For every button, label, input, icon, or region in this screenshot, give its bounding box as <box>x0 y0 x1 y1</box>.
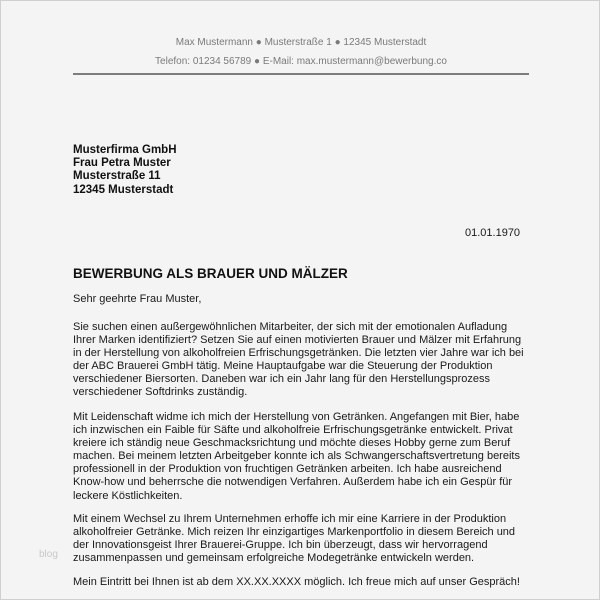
salutation: Sehr geehrte Frau Muster, <box>73 293 202 305</box>
paragraph-line: professionell in der Produktion von fruchtigen Getränken arbeiten. Ich habe ausreichend <box>73 463 502 476</box>
paragraph-line: Know-how und beherrsche die notwendigen Verfahren. Außerdem habe ich ein Gespür für <box>73 476 513 489</box>
body-paragraph-1 <box>73 321 543 400</box>
sender-contact-line: Telefon: 01234 56789 ● E-Mail: max.mustermann@bewerbung.co <box>155 56 447 67</box>
paragraph-line: ich inzwischen ein Faible für Säfte und alkoholfreie Erfrischungsgetränke entwickelt. Privat <box>73 424 513 437</box>
body-paragraph-4 <box>73 576 543 589</box>
letter-date: 01.01.1970 <box>465 227 521 239</box>
paragraph-line: verschiedener Biersorten. Daneben war ich ein Jahr lang für den Herstellungsprozess <box>73 373 491 386</box>
recipient-contact-person: Frau Petra Muster <box>73 157 171 170</box>
paragraph-line: Mit einem Wechsel zu Ihrem Unternehmen erhoffe ich mir eine Karriere in der Produktion <box>73 513 507 525</box>
paragraph-line: der Innovationsgeist Ihrer Brauerei-Gruppe. Ich bin überzeugt, dass wir hervorragend <box>73 539 488 552</box>
paragraph-line: leckere Köstlichkeiten. <box>73 489 183 502</box>
paragraph-line: Mein Eintritt bei Ihnen ist ab dem XX.XX.XXXX möglich. Ich freue mich auf unser Gespräch! <box>73 576 520 588</box>
body-paragraph-2 <box>73 411 543 503</box>
recipient-city: 12345 Musterstadt <box>73 183 174 196</box>
sender-address-line: Max Mustermann ● Musterstraße 1 ● 12345 Musterstadt <box>175 37 427 48</box>
paragraph-line: verschiedener Softdrinks zuständig. <box>73 386 248 399</box>
watermark-text: blog <box>39 549 58 560</box>
recipient-street: Musterstraße 11 <box>73 170 161 183</box>
paragraph-line: kreiere ich ständig neue Geschmacksrichtung und möchte dieses Hobby gerne zum Beruf <box>73 437 511 450</box>
paragraph-line: in der Herstellung von alkoholfreien Erfrischungsgetränken. Die letzten vier Jahre war ich bei <box>73 347 524 360</box>
paragraph-line: der ABC Brauerei GmbH tätig. Meine Hauptaufgabe war die Steuerung der Produktion <box>73 360 493 373</box>
recipient-company: Musterfirma GmbH <box>73 144 177 156</box>
recipient-address-block <box>73 144 177 197</box>
paragraph-line: machen. Bei meinem letzten Arbeitgeber konnte ich als Schwangerschaftsvertretung bereits <box>73 450 520 463</box>
paragraph-line: alkoholfreier Getränke. Mich reizen Ihr einzigartiges Markenportfolio in diesem Bereich und <box>73 526 516 539</box>
paragraph-line: Mit Leidenschaft widme ich mich der Herstellung von Getränken. Angefangen mit Bier, habe <box>73 411 520 423</box>
paragraph-line: Sie suchen einen außergewöhnlichen Mitarbeiter, der sich mit der emotionalen Aufladung <box>73 321 508 333</box>
letter-subject: BEWERBUNG ALS BRAUER UND MÄLZER <box>73 266 348 281</box>
paragraph-line: zusammenpassen und gemeinsam erfolgreiche Modegetränke entwickeln werden. <box>73 552 475 565</box>
body-paragraph-3 <box>73 513 543 565</box>
paragraph-line: Ihrer Marken identifiziert? Setzen Sie auf einen motivierten Brauer und Mälzer mit Erfahrung <box>73 334 522 347</box>
header-divider <box>73 73 529 75</box>
